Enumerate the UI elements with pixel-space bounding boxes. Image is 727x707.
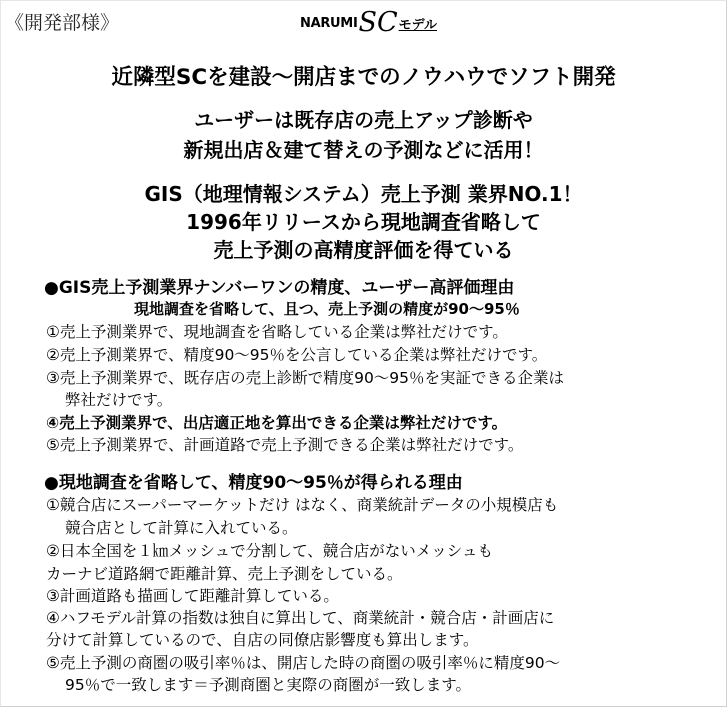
section2-title: ●現地調査を省略して、精度90～95％が得られる理由 <box>44 473 463 493</box>
section2-item-1: ①競合店にスーパーマーケットだけ はなく、商業統計データの小規模店も <box>46 496 559 514</box>
section2-item-3: ③計画道路も描画して距離計算している。 <box>46 587 339 605</box>
brand-logo-right: モデル <box>398 17 437 33</box>
section2-item-5: ⑤売上予測の商圏の吸引率％は、開店した時の商圏の吸引率％に精度90～ <box>46 654 561 672</box>
gis-line-3: 売上予測の高精度評価を得ている <box>213 238 514 262</box>
subhead-line-2: 新規出店＆建て替えの予測などに活用！ <box>183 138 544 162</box>
section2-item-4-cont: 分けて計算しているので、自店の同僚店影響度も算出します。 <box>46 631 479 649</box>
section2-item-2: ②日本全国を１㎞メッシュで分割して、競合店がないメッシュも <box>46 542 493 560</box>
section1-item-3: ③売上予測業界で、既存店の売上診断で精度90～95％を実証できる企業は <box>46 369 565 387</box>
brand-logo <box>300 7 437 38</box>
section1-item-3-cont: 弊社だけです。 <box>65 391 173 409</box>
section2-item-1-cont: 競合店として計算に入れている。 <box>65 519 298 537</box>
section2-item-5-cont: 95％で一致します＝予測商圏と実際の商圏が一致します。 <box>65 676 471 694</box>
section1-item-1: ①売上予測業界で、現地調査を省略している企業は弊社だけです。 <box>46 323 508 341</box>
section1-item-4: ④売上予測業界で、出店適正地を算出できる企業は弊社だけです。 <box>46 414 508 432</box>
audience-label: 《開発部様》 <box>5 12 120 34</box>
gis-line-2: 1996年リリースから現地調査省略して <box>186 210 541 234</box>
section1-title: ●GIS売上予測業界ナンバーワンの精度、ユーザー高評価理由 <box>44 278 515 298</box>
gis-line-1: GIS（地理情報システム）売上予測 業界NO.1！ <box>144 182 583 206</box>
headline: 近隣型SCを建設～開店までのノウハウでソフト開発 <box>111 65 616 90</box>
section1-item-5: ⑤売上予測業界で、計画道路で売上予測できる企業は弊社だけです。 <box>46 436 524 454</box>
subhead-line-1: ユーザーは既存店の売上アップ診断や <box>194 108 533 132</box>
section1-subtitle: 現地調査を省略して、且つ、売上予測の精度が90～95％ <box>134 300 520 318</box>
section1-item-2: ②売上予測業界で、精度90～95％を公言している企業は弊社だけです。 <box>46 346 548 364</box>
section2-item-4: ④ハフモデル計算の指数は独自に算出して、商業統計・競合店・計画店に <box>46 609 555 627</box>
brand-logo-mid: SC <box>358 7 398 38</box>
brand-logo-left: NARUMI <box>300 15 358 31</box>
section2-item-2-cont: カーナビ道路網で距離計算、売上予測をしている。 <box>46 565 403 583</box>
